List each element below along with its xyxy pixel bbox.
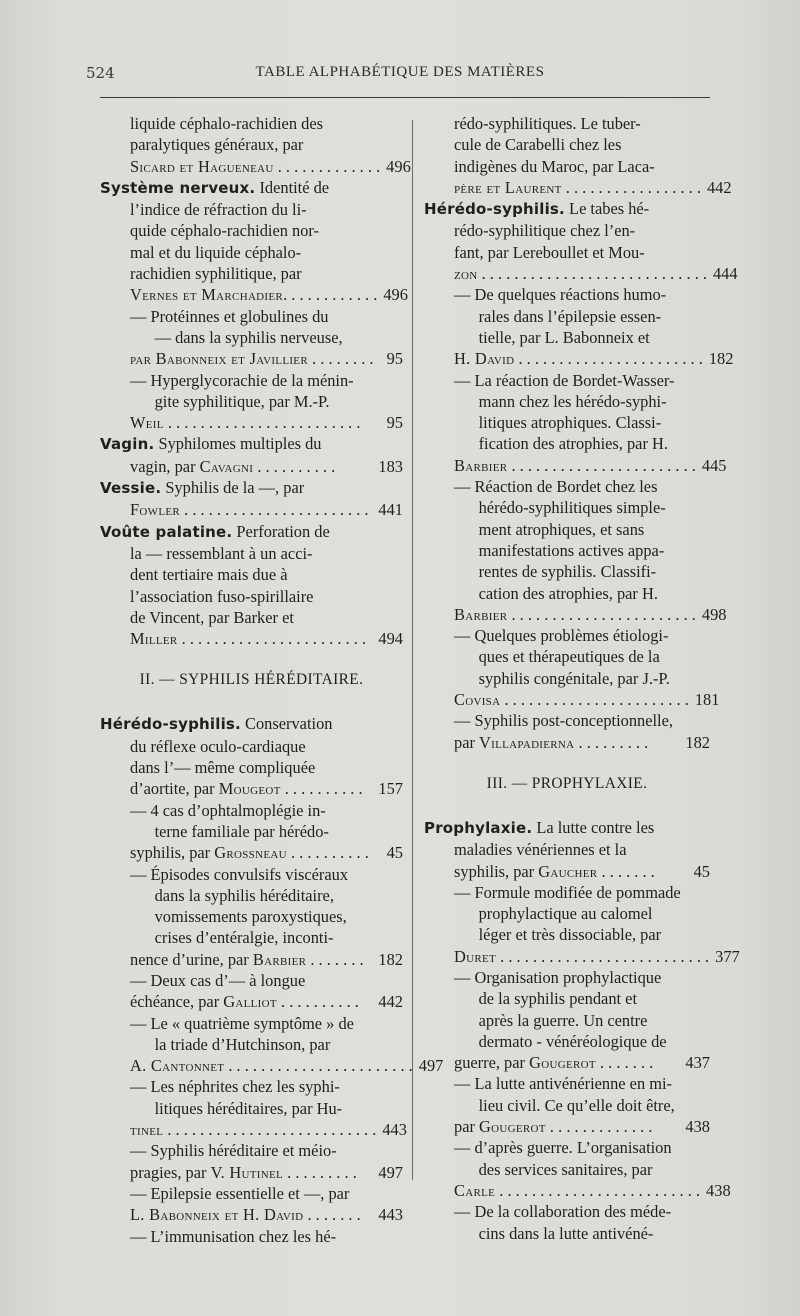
page-ref: 182: [378, 949, 403, 969]
page-ref: 438: [685, 1117, 710, 1137]
page-ref: 437: [685, 1053, 710, 1073]
page-ref: 497: [378, 1162, 403, 1182]
author: L. Babonneix et H. David: [130, 1205, 304, 1225]
page-ref: 494: [378, 629, 403, 649]
index-entry: [424, 967, 710, 1073]
entry-heading: Voûte palatine.: [100, 522, 233, 541]
author: A. Cantonnet: [130, 1056, 225, 1076]
index-entry: [424, 1137, 731, 1201]
author: V. Hutinel: [210, 1162, 284, 1182]
index-entry: [424, 113, 732, 198]
author: Covisa: [454, 690, 501, 710]
entry-reference: A. Cantonnet . . . . . . . . . . . . . . . . . . . . . . . 497: [130, 1056, 444, 1076]
entry-text: — De la collaboration des méde- cins dans la lutte antivéné-: [454, 1202, 672, 1243]
index-entry: [100, 177, 408, 306]
index-entry: [424, 284, 734, 369]
index-entry: [100, 370, 403, 434]
author: Weil: [130, 413, 164, 433]
left-column: [100, 113, 444, 1247]
author: Cavagni: [199, 456, 254, 476]
entry-reference: zon . . . . . . . . . . . . . . . . . . . . . . . . . . . . 444: [454, 264, 738, 284]
author: Galliot: [223, 992, 277, 1012]
entry-text: — Épisodes convulsifs viscéraux dans la syphilis héréditaire, vomissements paroxystiques, crises d’entéralgie, inconti-: [130, 864, 349, 948]
entry-reference: échéance, par Galliot . . . . . . . . . . 442: [130, 992, 403, 1012]
entry-text: rédo-syphilitiques. Le tuber- cule de Carabelli chez les indigènes du Maroc, par Laca-: [454, 114, 655, 176]
column-divider: [412, 120, 413, 1180]
entry-reference: syphilis, par Gaucher . . . . . . . 45: [454, 861, 710, 881]
entry-text: — Deux cas d’— à longue: [130, 970, 306, 990]
author: Gaucher: [538, 861, 598, 881]
author: Barbier: [252, 949, 307, 969]
entry-text: Voûte palatine. Perforation de la — ressemblant à un acci- dent tertiaire mais due à l’association fuso-spirillaire de Vincent, par Barker et: [100, 521, 330, 627]
entry-reference: Carle . . . . . . . . . . . . . . . . . . . . . . . . . 438: [454, 1180, 731, 1200]
author: Villapadierna: [479, 732, 575, 752]
entry-text: Système nerveux. Identité de l’indice de réfraction du li- quide céphalo-rachidien nor- mal et du liquide céphalo- rachidien syphilitique, par: [100, 177, 330, 284]
header-rule: [100, 97, 710, 98]
author: H. David: [454, 349, 515, 369]
section-title: III. — PROPHYLAXIE.: [486, 774, 648, 792]
index-entry: [424, 817, 710, 882]
author: par Babonneix et Javillier: [130, 349, 308, 369]
page-ref: 95: [386, 413, 403, 433]
entry-text: — De quelques réactions humo- rales dans l’épilepsie essen- tielle, par L. Babonneix et: [454, 285, 667, 347]
entry-heading: Vagin.: [100, 435, 155, 454]
page-ref: 181: [694, 690, 720, 710]
index-entry: [100, 1183, 403, 1226]
author: tinel: [130, 1120, 164, 1140]
page-ref: 95: [386, 349, 403, 369]
entry-reference: par Villapadierna . . . . . . . . . 182: [454, 732, 710, 752]
index-entry: [100, 306, 403, 370]
index-entry: [424, 1073, 710, 1137]
entry-text: — La réaction de Bordet-Wasser- mann chez les hérédo-syphi- litiques atrophiques. Classi- fication des atrophies, par H.: [454, 370, 675, 454]
entry-text: — Syphilis héréditaire et méio-: [130, 1141, 337, 1161]
entry-text: liquide céphalo-rachidien des paralytiques généraux, par: [130, 114, 323, 155]
entry-text: Hérédo-syphilis. Conservation du réflexe oculo-cardiaque dans l’— même compliquée: [100, 714, 333, 778]
page-ref: 443: [378, 1205, 403, 1225]
entry-text: — Quelques problèmes étiologi- ques et thérapeutiques de la syphilis congénitale, par J.-P.: [454, 626, 670, 688]
index-entry: [100, 970, 403, 1013]
entry-reference: vagin, par Cavagni . . . . . . . . . . 183: [130, 456, 403, 476]
page-ref: 377: [715, 946, 740, 966]
page-ref: 443: [382, 1120, 407, 1140]
entry-text: — Epilepsie essentielle et —, par: [130, 1183, 350, 1203]
index-entry: [100, 113, 411, 177]
entry-text: — 4 cas d’ophtalmoplégie in- terne familiale par hérédo-: [130, 800, 329, 841]
entry-reference: Weil . . . . . . . . . . . . . . . . . . . . . . . . 95: [130, 413, 403, 433]
index-entry: [100, 521, 403, 650]
page-ref: 498: [701, 604, 727, 624]
author: Sicard et Hagueneau: [130, 156, 274, 176]
entry-reference: Covisa . . . . . . . . . . . . . . . . . . . . . . . 181: [454, 690, 720, 710]
index-entry: [100, 1013, 444, 1077]
author: zon: [454, 264, 478, 284]
entry-reference: d’aortite, par Mougeot . . . . . . . . . . 157: [130, 779, 403, 799]
author: Gougerot: [479, 1117, 546, 1137]
section-title: II. — SYPHILIS HÉRÉDITAIRE.: [139, 671, 364, 689]
author: Mougeot: [218, 779, 281, 799]
page-ref: 157: [378, 779, 403, 799]
index-entry: [100, 477, 403, 521]
entry-text: — Le « quatrième symptôme » de la triade d’Hutchinson, par: [130, 1013, 354, 1054]
page-ref: 438: [706, 1180, 731, 1200]
page-ref: 442: [706, 177, 732, 197]
index-entry: [424, 370, 727, 476]
index-entry: [100, 1140, 403, 1183]
entry-text: — Les néphrites chez les syphi- litiques héréditaires, par Hu-: [130, 1077, 343, 1118]
page-ref: 182: [708, 349, 734, 369]
entry-reference: tinel . . . . . . . . . . . . . . . . . . . . . . . . . . 443: [130, 1120, 407, 1140]
index-entry: [424, 1201, 710, 1244]
index-entry: [100, 1226, 403, 1247]
index-entry: [424, 476, 727, 625]
page-ref: 445: [701, 455, 727, 475]
entry-heading: Vessie.: [100, 479, 162, 498]
page-number: 524: [86, 64, 115, 82]
entry-reference: Duret . . . . . . . . . . . . . . . . . . . . . . . . . . 377: [454, 946, 740, 966]
page-ref: 45: [386, 843, 403, 863]
entry-text: Vagin. Syphilomes multiples du: [100, 434, 322, 454]
entry-text: Prophylaxie. La lutte contre les maladies vénériennes et la: [424, 817, 655, 860]
entry-text: Vessie. Syphilis de la —, par: [100, 478, 305, 498]
author: Duret: [454, 946, 497, 966]
entry-reference: Fowler . . . . . . . . . . . . . . . . . . . . . . . 441: [130, 500, 403, 520]
page-ref: 496: [386, 156, 411, 176]
index-entry: [100, 433, 403, 477]
index-entry: [424, 882, 740, 967]
page-ref: 496: [383, 285, 408, 305]
running-head: TABLE ALPHABÉTIQUE DES MATIÈRES: [255, 64, 545, 80]
entry-reference: Barbier . . . . . . . . . . . . . . . . . . . . . . . 498: [454, 604, 727, 624]
entry-reference: pragies, par V. Hutinel . . . . . . . . . 497: [130, 1162, 403, 1182]
entry-heading: Hérédo-syphilis.: [424, 200, 565, 219]
index-entry: [100, 713, 403, 799]
entry-reference: H. David . . . . . . . . . . . . . . . . . . . . . . . 182: [454, 349, 734, 369]
entry-reference: syphilis, par Grossneau . . . . . . . . . . 45: [130, 843, 403, 863]
author: Vernes et Marchadier: [130, 285, 284, 305]
author: Barbier: [454, 604, 508, 624]
entry-reference: Barbier . . . . . . . . . . . . . . . . . . . . . . . 445: [454, 455, 727, 475]
author: père et Laurent: [454, 177, 562, 197]
page-ref: 444: [712, 264, 738, 284]
entry-reference: Vernes et Marchadier. . . . . . . . . . . . 496: [130, 285, 408, 305]
index-entry: [100, 1076, 407, 1140]
entry-heading: Hérédo-syphilis.: [100, 715, 241, 734]
index-entry: [100, 800, 403, 864]
index-entry: [100, 864, 403, 970]
entry-heading: Système nerveux.: [100, 178, 256, 197]
entry-text: — Formule modifiée de pommade prophylactique au calomel léger et très dissociable, par: [454, 882, 681, 945]
page-ref: 45: [693, 861, 710, 881]
index-entry: [424, 710, 710, 753]
entry-text: — Organisation prophylactique de la syphilis pendant et après la guerre. Un centre dermato - vénéréologique de: [454, 967, 667, 1051]
index-entry: [424, 625, 720, 710]
author: Grossneau: [214, 843, 287, 863]
page-ref: 442: [378, 992, 403, 1012]
entry-reference: par Gougerot . . . . . . . . . . . . . 438: [454, 1117, 710, 1137]
entry-heading: Prophylaxie.: [424, 818, 533, 837]
page-ref: 497: [418, 1056, 444, 1076]
right-column: [424, 113, 740, 1244]
author: Miller: [130, 629, 178, 649]
entry-reference: Miller . . . . . . . . . . . . . . . . . . . . . . . 494: [130, 629, 403, 649]
entry-reference: père et Laurent . . . . . . . . . . . . . . . . . 442: [454, 177, 732, 197]
page-ref: 441: [378, 500, 403, 520]
entry-text: — L’immunisation chez les hé-: [130, 1226, 337, 1246]
index-entry: [424, 198, 738, 284]
entry-reference: nence d’urine, par Barbier . . . . . . . 182: [130, 949, 403, 969]
author: Fowler: [130, 500, 181, 520]
entry-reference: L. Babonneix et H. David . . . . . . . 443: [130, 1205, 403, 1225]
author: Carle: [454, 1180, 496, 1200]
entry-reference: Sicard et Hagueneau . . . . . . . . . . . . . 496: [130, 156, 411, 176]
author: Gougerot: [529, 1053, 596, 1073]
entry-reference: par Babonneix et Javillier . . . . . . . . 95: [130, 349, 403, 369]
entry-text: — Hyperglycorachie de la ménin- gite syphilitique, par M.-P.: [130, 370, 354, 411]
entry-text: — d’après guerre. L’organisation des services sanitaires, par: [454, 1138, 672, 1179]
entry-reference: guerre, par Gougerot . . . . . . . 437: [454, 1053, 710, 1073]
entry-text: — Syphilis post-conceptionnelle,: [454, 711, 673, 731]
author: Barbier: [454, 455, 508, 475]
entry-text: Hérédo-syphilis. Le tabes hé- rédo-syphilitique chez l’en- fant, par Lereboullet et Mou-: [424, 199, 650, 262]
page-ref: 183: [378, 456, 403, 476]
entry-text: — Protéinnes et globulines du — dans la syphilis nerveuse,: [130, 306, 343, 347]
entry-text: — La lutte antivénérienne en mi- lieu civil. Ce qu’elle doit être,: [454, 1074, 675, 1115]
page-ref: 182: [685, 732, 710, 752]
entry-text: — Réaction de Bordet chez les hérédo-syphilitiques simple- ment atrophiques, et sans manifestations actives appa- rentes de syphilis. Classifi- cation des atrophies, par H.: [454, 477, 666, 603]
